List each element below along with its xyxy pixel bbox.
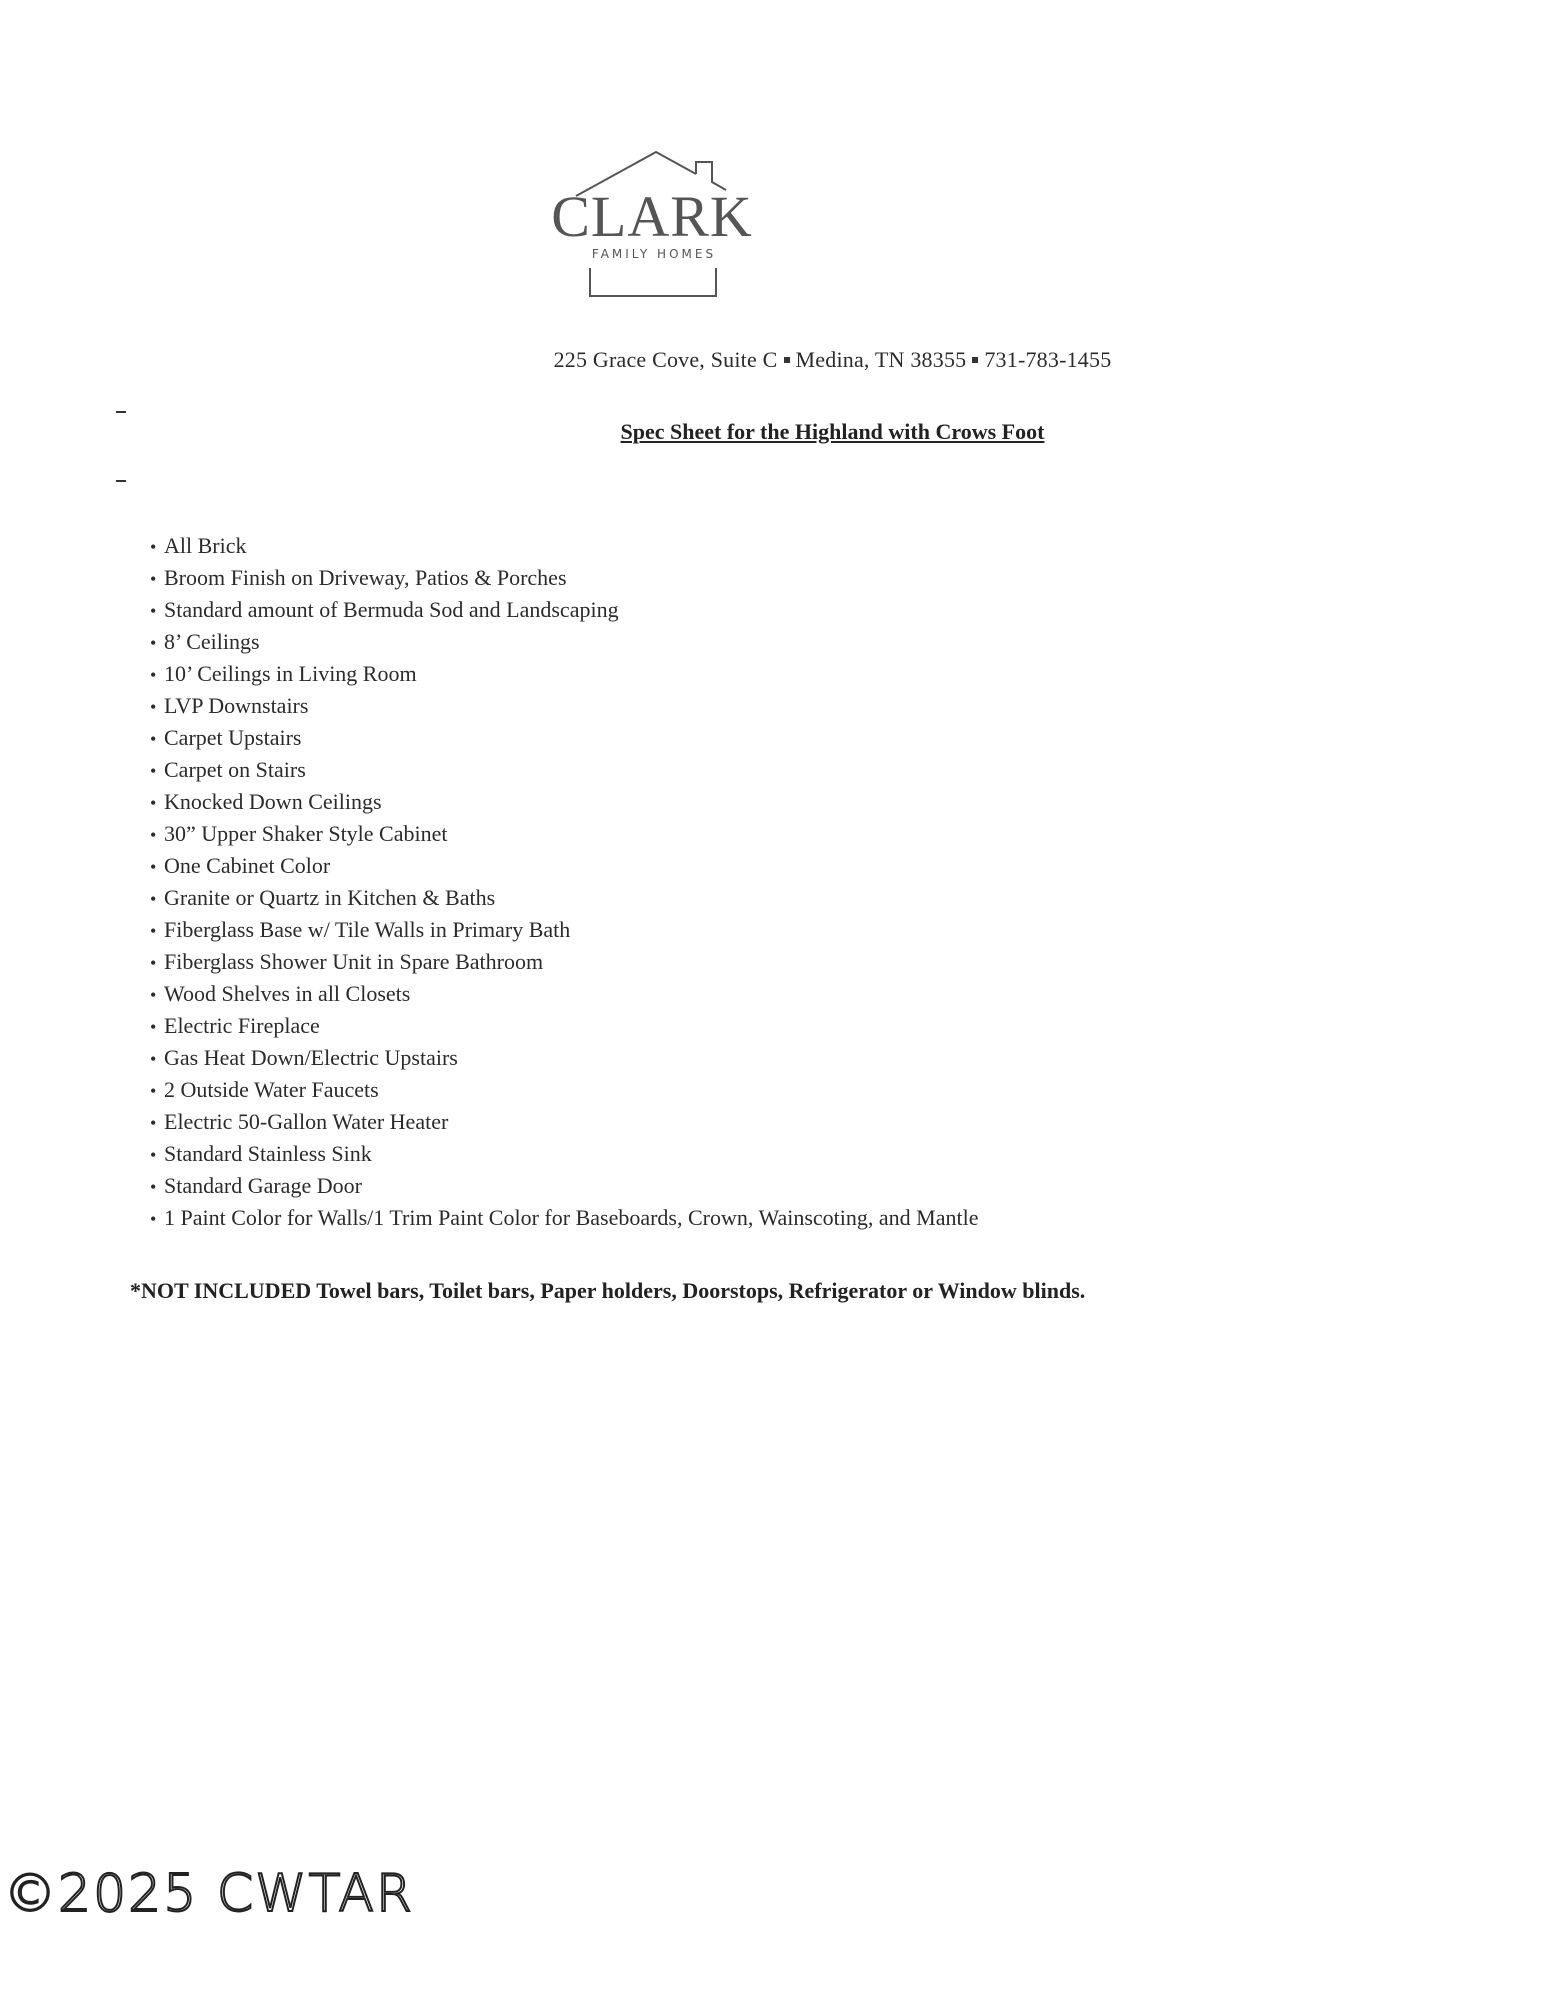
bullet-icon: • (150, 1081, 157, 1101)
separator-square-icon (972, 357, 978, 363)
list-item (150, 594, 978, 626)
bullet-icon: • (150, 569, 157, 589)
separator-square-icon (784, 357, 790, 363)
bullet-icon: • (150, 825, 157, 845)
list-item (150, 658, 978, 690)
spec-text: All Brick (164, 533, 247, 558)
spec-list (150, 530, 978, 1234)
bullet-icon: • (150, 537, 157, 557)
not-included-note: *NOT INCLUDED Towel bars, Toilet bars, Paper holders, Doorstops, Refrigerator or Window blinds. (130, 1278, 1086, 1303)
spec-text: 8’ Ceilings (164, 629, 260, 654)
logo-tagline: FAMILY HOMES (591, 247, 717, 261)
spec-text: Standard amount of Bermuda Sod and Landscaping (164, 597, 619, 622)
clark-family-homes-logo (548, 148, 780, 308)
list-item (150, 1202, 978, 1234)
bullet-icon: • (150, 889, 157, 909)
page-title: Spec Sheet for the Highland with Crows Foot (620, 419, 1045, 444)
dash-mark (116, 411, 126, 413)
bullet-icon: • (150, 1017, 157, 1037)
spec-text: Electric 50-Gallon Water Heater (164, 1109, 449, 1134)
spec-text: Fiberglass Base w/ Tile Walls in Primary Bath (164, 917, 571, 942)
bullet-icon: • (150, 665, 157, 685)
spec-text: Broom Finish on Driveway, Patios & Porches (164, 565, 567, 590)
list-item (150, 1170, 978, 1202)
spec-text: LVP Downstairs (164, 693, 309, 718)
bullet-icon: • (150, 985, 157, 1005)
spec-text: 2 Outside Water Faucets (164, 1077, 379, 1102)
dash-mark (116, 480, 126, 482)
bullet-icon: • (150, 793, 157, 813)
list-item (150, 946, 978, 978)
spec-text: Standard Garage Door (164, 1173, 362, 1198)
spec-text: 10’ Ceilings in Living Room (164, 661, 417, 686)
bullet-icon: • (150, 697, 157, 717)
list-item (150, 914, 978, 946)
spec-text: Electric Fireplace (164, 1013, 320, 1038)
list-item (150, 978, 978, 1010)
company-address (0, 347, 1545, 373)
list-item (150, 1074, 978, 1106)
address-street: 225 Grace Cove, Suite C (553, 347, 778, 372)
spec-text: Gas Heat Down/Electric Upstairs (164, 1045, 458, 1070)
list-item (150, 1010, 978, 1042)
bullet-icon: • (150, 633, 157, 653)
list-item (150, 562, 978, 594)
address-phone: 731-783-1455 (984, 347, 1112, 372)
spec-text: 1 Paint Color for Walls/1 Trim Paint Color for Baseboards, Crown, Wainscoting, and Mantle (164, 1205, 979, 1230)
list-item (150, 818, 978, 850)
spec-text: Standard Stainless Sink (164, 1141, 372, 1166)
spec-text: Fiberglass Shower Unit in Spare Bathroom (164, 949, 544, 974)
list-item (150, 626, 978, 658)
bullet-icon: • (150, 953, 157, 973)
list-item (150, 1042, 978, 1074)
bullet-icon: • (150, 1049, 157, 1069)
bullet-icon: • (150, 857, 157, 877)
list-item (150, 754, 978, 786)
spec-text: Knocked Down Ceilings (164, 789, 382, 814)
spec-text: 30” Upper Shaker Style Cabinet (164, 821, 448, 846)
list-item (150, 530, 978, 562)
address-city: Medina, TN 38355 (795, 347, 967, 372)
bullet-icon: • (150, 1177, 157, 1197)
list-item (150, 850, 978, 882)
spec-text: Wood Shelves in all Closets (164, 981, 411, 1006)
bullet-icon: • (150, 921, 157, 941)
list-item (150, 1106, 978, 1138)
bullet-icon: • (150, 761, 157, 781)
list-item (150, 882, 978, 914)
bullet-icon: • (150, 1113, 157, 1133)
bullet-icon: • (150, 729, 157, 749)
spec-text: Carpet Upstairs (164, 725, 302, 750)
bullet-icon: • (150, 601, 157, 621)
spec-text: Carpet on Stairs (164, 757, 306, 782)
bullet-icon: • (150, 1209, 157, 1229)
copyright-watermark: ©2025 CWTAR (4, 1864, 415, 1924)
logo-name: CLARK (551, 184, 753, 249)
house-outline-icon (548, 148, 780, 308)
spec-text: Granite or Quartz in Kitchen & Baths (164, 885, 496, 910)
list-item (150, 722, 978, 754)
spec-text: One Cabinet Color (164, 853, 331, 878)
list-item (150, 690, 978, 722)
bullet-icon: • (150, 1145, 157, 1165)
list-item (150, 1138, 978, 1170)
list-item (150, 786, 978, 818)
